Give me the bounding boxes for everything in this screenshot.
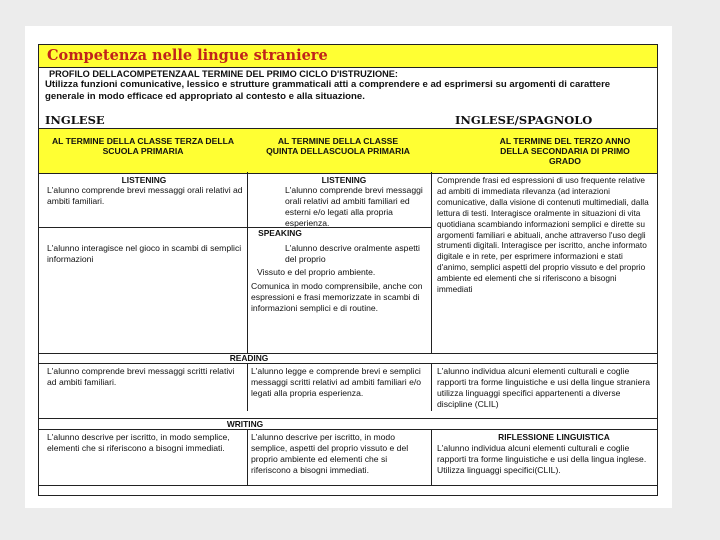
cell-writing-terza: L'alunno descrive per iscritto, in modo semplice, elementi che si riferiscono a bisogni immediati. [47, 432, 230, 453]
column-header-quinta: AL TERMINE DELLA CLASSE QUINTA DELLASCUOLA PRIMARIA [266, 136, 410, 156]
cell-listening-terza: L'alunno comprende brevi messaggi orali relativi ad ambiti familiari. [47, 185, 243, 206]
skill-listening-terza: LISTENING [121, 175, 167, 185]
col-divider-1 [247, 172, 248, 353]
document-title: Competenza nelle lingue straniere [47, 47, 328, 64]
title-bar [39, 45, 657, 68]
skill-listening-quinta: LISTENING [321, 175, 367, 185]
row-divider-reading-head [39, 363, 657, 364]
skill-writing: WRITING [226, 419, 264, 429]
col-divider-2b [431, 363, 432, 411]
skill-speaking: SPEAKING [258, 228, 302, 238]
cell-reading-secondaria: L'alunno individua alcuni elementi culturali e coglie rapporti tra forme linguistiche e usi della lingue straniera utilizza linguaggi specifici appartenenti a diverse discipline (CLIL) [437, 366, 651, 409]
competence-document [38, 44, 658, 496]
row-divider-reading [39, 418, 657, 419]
cell-speaking-quinta-c: Comunica in modo comprensibile, anche con espressioni e frasi memorizzate in scambi di informazioni semplici e di routine. [251, 281, 423, 313]
profile-text: Utilizza funzioni comunicative, lessico e strutture grammaticali atti a comprendere e ad esprimersi su argomenti di carattere generale in modo efficace ed appropriato al contesto e alla situazione. [45, 79, 611, 102]
cell-speaking-quinta-a: L'alunno descrive oralmente aspetti del proprio [285, 243, 420, 264]
cell-speaking-quinta-b: Vissuto e del proprio ambiente. [257, 267, 376, 277]
language-right: INGLESE/SPAGNOLO [455, 113, 593, 127]
cell-listening-quinta: L'alunno comprende brevi messaggi orali relativi ad ambiti familiari ed esterni e/o legati alla propria esperienza. [285, 185, 423, 228]
row-divider-oral [39, 353, 657, 354]
col-divider-2a [431, 172, 432, 353]
cell-reading-quinta: L'alunno legge e comprende brevi e semplici messaggi scritti relativi ad ambiti familiari e/o legati alla propria esperienza. [251, 366, 422, 398]
language-left: INGLESE [45, 113, 105, 127]
cell-riflessione-secondaria: L'alunno individua alcuni elementi culturali e coglie rapporti tra forme linguistiche e usi della lingua inglese. Utilizza linguaggi specifici(CLIL). [437, 443, 647, 475]
cell-speaking-terza: L'alunno interagisce nel gioco in scambi di semplici informazioni [47, 243, 242, 264]
row-divider-writing-head [39, 429, 657, 430]
skill-riflessione: RIFLESSIONE LINGUISTICA [498, 432, 610, 442]
column-header-row [39, 128, 657, 174]
column-header-terza: AL TERMINE DELLA CLASSE TERZA DELLA SCUOLA PRIMARIA [51, 136, 235, 156]
cell-writing-quinta: L'alunno descrive per iscritto, in modo semplice, aspetti del proprio vissuto e del proprio ambiente ed elementi che si riferiscono a bisogni immediati. [251, 432, 409, 475]
skill-reading: READING [229, 353, 269, 363]
row-divider-bottom [39, 485, 657, 486]
col-divider-2c [431, 429, 432, 485]
cell-reading-terza: L'alunno comprende brevi messaggi scritti relativi ad ambiti familiari. [47, 366, 235, 387]
col-divider-1b [247, 363, 248, 411]
col-divider-1c [247, 429, 248, 485]
profile-heading: PROFILO DELLACOMPETENZAAL TERMINE DEL PRIMO CICLO D'ISTRUZIONE: [49, 69, 398, 79]
cell-oral-secondaria: Comprende frasi ed espressioni di uso frequente relative ad ambiti di immediata rilevanza (ad interazioni comunicative, dalla visione di contenuti multimediali, dalla lettura di testi. Interagisce oralmente in situazioni di vita quotidiana scambiando informazioni semplici e dirette su argomenti familiari e abituali, anche attraverso l'uso degli strumenti digitali. Interagisce per iscritto, anche informato digitale e in rete, per esprimere informazioni e stati d'animo, semplici aspetti del proprio vissuto e del proprio ambiente ed elementi che si riferiscono a bisogni immediati [437, 175, 649, 295]
column-header-secondaria: AL TERMINE DEL TERZO ANNO DELLA SECONDARIA DI PRIMO GRADO [499, 136, 631, 166]
